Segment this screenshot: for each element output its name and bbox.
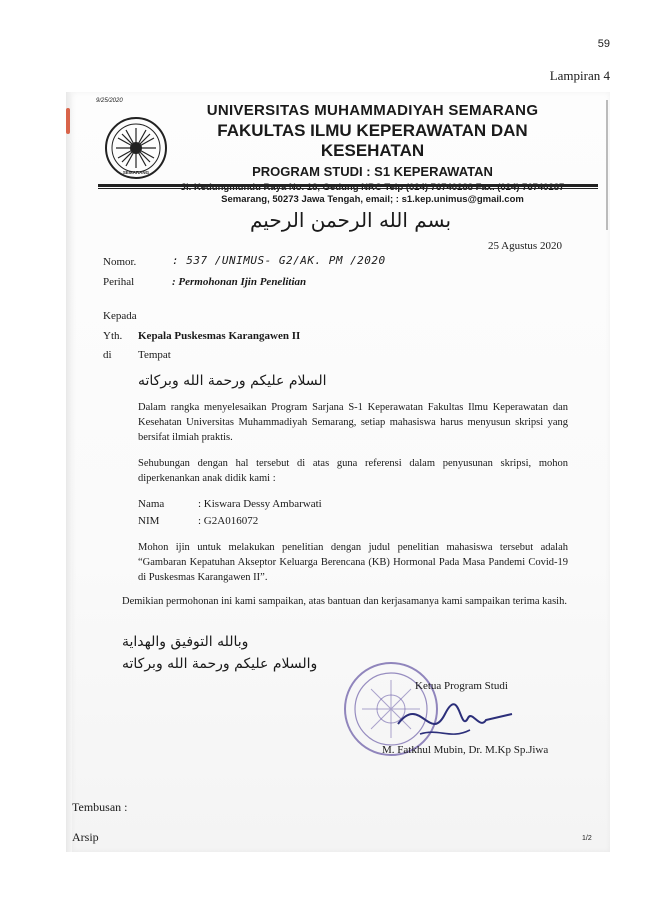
handwritten-signature (390, 684, 520, 748)
logo-text: SEMARANG (122, 170, 150, 175)
tembusan-label: Tembusan : (72, 800, 128, 814)
di-label: di (103, 349, 112, 361)
university-logo-icon (104, 116, 168, 180)
paragraph-4: Demikian permohonan ini kami sampaikan, atas bantuan dan kerjasamanya kami sampaikan terima kasih. (122, 596, 567, 607)
address-line-2: Semarang, 50273 Jawa Tengah, email; : s1.kep.unimus@gmail.com (221, 194, 524, 205)
corner-page-number: 1/2 (582, 835, 592, 842)
program-name: PROGRAM STUDI : S1 KEPERAWATAN (252, 164, 493, 179)
letterhead-rule-thin (98, 188, 598, 189)
nomor-label: Nomor. (103, 256, 137, 268)
paragraph-3: Mohon ijin untuk melakukan penelitian dengan judul penelitian mahasiswa tersebut adalah “Gambaran Kepatuhan Akseptor Keluarga Berencana (KB) Hormonal Pada Masa Pandemi Covid-19 di Puskesmas Karangawen II”. (138, 542, 568, 584)
red-mark (66, 108, 70, 134)
basmala: بسم الله الرحمن الرحيم (250, 208, 452, 232)
signature-title: Ketua Program Studi (415, 680, 508, 692)
page-number: 59 (597, 38, 610, 50)
attachment-label: Lampiran 4 (549, 68, 610, 83)
faculty-name: FAKULTAS ILMU KEPERAWATAN DAN KESEHATAN (217, 121, 528, 160)
letter-date: 25 Agustus 2020 (488, 240, 562, 252)
scan-edge-right (606, 100, 608, 230)
arsip-label: Arsip (72, 830, 99, 844)
nim-value: : G2A016072 (198, 515, 259, 527)
paragraph-1: Dalam rangka menyelesaikan Program Sarjana S-1 Keperawatan Fakultas Ilmu Keperawatan dan Kesehatan Universitas Muhammadiyah Semarang, setiap mahasiswa harus menyusun skripsi yang bersifat ilmiah praktis. (138, 402, 568, 444)
signer-name: M. Fatkhul Mubin, Dr. M.Kp Sp.Jiwa (382, 744, 549, 756)
letterhead-rule (98, 184, 598, 187)
scan-date-stamp: 9/25/2020 (96, 98, 123, 104)
yth-label: Yth. (103, 330, 123, 342)
letterhead (175, 100, 570, 205)
perihal-value: : Permohonan Ijin Penelitian (172, 276, 307, 288)
recipient-place: Tempat (138, 349, 171, 361)
closing-arabic-2: والسلام عليكم ورحمة الله وبركاته (122, 656, 318, 672)
university-name: UNIVERSITAS MUHAMMADIYAH SEMARANG (206, 102, 539, 119)
nim-label: NIM (138, 515, 160, 527)
perihal-label: Perihal (103, 276, 135, 288)
nomor-value: : 537 /UNIMUS- G2/AK. PM /2020 (172, 254, 386, 267)
nama-value: : Kiswara Dessy Ambarwati (198, 498, 322, 510)
closing-arabic-1: وبالله التوفيق والهداية (122, 634, 249, 650)
salam-opening: السلام عليكم ورحمة الله وبركاته (138, 373, 327, 389)
kepada-label: Kepada (103, 310, 137, 322)
recipient-name: Kepala Puskesmas Karangawen II (138, 330, 301, 342)
paragraph-2: Sehubungan dengan hal tersebut di atas guna referensi dalam penyusunan skripsi, mohon diperkenankan anak didik kami : (138, 458, 568, 485)
nama-label: Nama (138, 498, 165, 510)
